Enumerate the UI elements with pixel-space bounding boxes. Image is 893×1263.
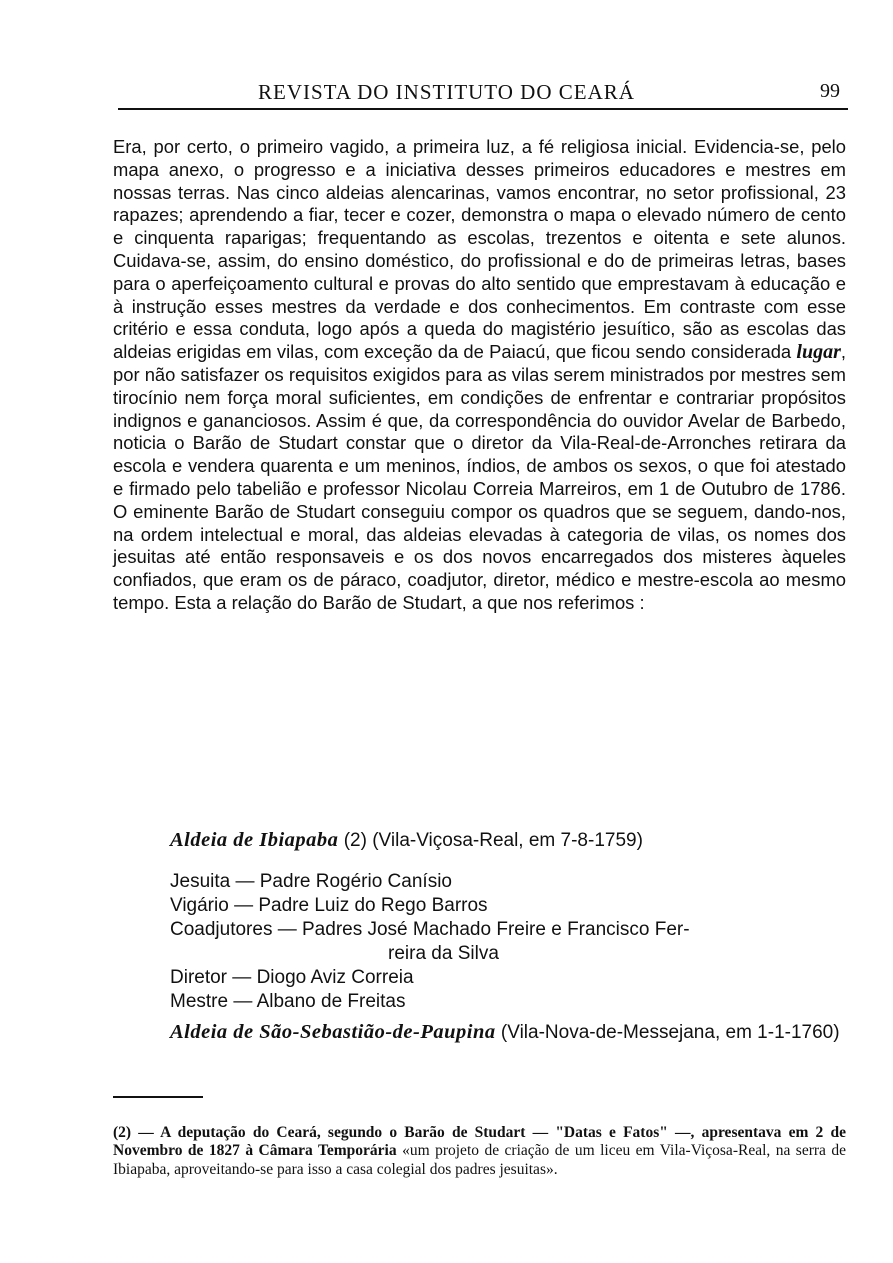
staff-entry-coadjutores-continuation: reira da Silva — [388, 943, 499, 964]
aldeia-heading-paupina — [113, 1020, 846, 1045]
journal-title: REVISTA DO INSTITUTO DO CEARÁ — [258, 80, 635, 104]
aldeia-heading-ibiapaba — [113, 828, 846, 853]
aldeia-name: Aldeia de Ibiapaba — [170, 829, 339, 851]
staff-entry-jesuita: Jesuita — Padre Rogério Canísio — [170, 871, 452, 892]
paragraph-text-part1: Era, por certo, o primeiro vagido, a primeira luz, a fé religiosa inicial. Evidencia-se, pelo mapa anexo, o progresso e a iniciativa desses primeiros educadores e mestres em nossas terras. Nas cinco aldeias alencarinas, vamos encontrar, no setor profissional, 23 rapazes; aprendendo a fiar, tecer e cozer, demonstra o mapa o elevado número de cento e cinquenta raparigas; frequentando as escolas, trezentos e oitenta e sete alunos. Cuidava-se, assim, do ensino doméstico, do profissional e do de primeiras letras, bases para o aperfeiçoamento cultural e provas do alto sentido que emprestavam à educação e à instrução esses mestres da verdade e dos conhecimentos. Em contraste com esse critério e essa conduta, logo após a queda do magistério jesuítico, são as escolas das aldeias erigidas em vilas, com exceção da de Paiacú, que ficou sendo considerada — [113, 136, 846, 363]
footnote — [113, 1124, 846, 1179]
aldeia-detail: (Vila-Nova-de-Messejana, em 1-1-1760) — [500, 1022, 840, 1043]
staff-list — [170, 870, 850, 1014]
emphasized-word: lugar — [796, 341, 841, 364]
staff-entry-coadjutores: Coadjutores — Padres José Machado Freire e Francisco Fer- — [170, 919, 690, 940]
staff-entry-diretor: Diretor — Diogo Aviz Correia — [170, 967, 414, 988]
aldeia-name: Aldeia de São-Sebastião-de-Paupina — [170, 1021, 496, 1043]
aldeia-detail: (2) (Vila-Viçosa-Real, em 7-8-1759) — [343, 830, 643, 851]
running-header — [118, 78, 848, 110]
paragraph-text-part2: , por não satisfazer os requisitos exigidos para as vilas serem ministrados por mestres sem tirocínio nem força moral suficientes, em condições de enfrentar e contrariar propósitos indignos e gananciosos. Assim é que, da correspondência do ouvidor Avelar de Barbedo, noticia o Barão de Studart constar que o diretor da Vila-Real-de-Arronches retirara da escola e vendera quarenta e um meninos, índios, de ambos os sexos, o que foi atestado e firmado pelo tabelião e professor Nicolau Correia Marreiros, em 1 de Outubro de 1786. O eminente Barão de Studart conseguiu compor os quadros que se seguem, dando-nos, na ordem intelectual e moral, das aldeias elevadas à categoria de vilas, os nomes dos jesuitas até então responsaveis e os dos novos encarregados dos misteres àqueles confiados, que eram os de páraco, coadjutor, diretor, médico e mestre-escola ao mesmo tempo. Esta a relação do Barão de Studart, a que nos referimos : — [113, 341, 846, 613]
footnote-text: «um projeto de criação de um liceu em Vila-Viçosa-Real, na serra de Ibiapaba, aproveitando-se para isso a casa colegial dos padres jesuitas». — [113, 1142, 847, 1178]
staff-entry-mestre: Mestre — Albano de Freitas — [170, 991, 406, 1012]
page-number: 99 — [820, 80, 840, 102]
main-paragraph — [113, 136, 846, 615]
staff-entry-vigario: Vigário — Padre Luiz do Rego Barros — [170, 895, 488, 916]
footnote-rule — [113, 1096, 203, 1098]
footnote-bold-text: (2) — A deputação do Ceará, segundo o Barão de Studart — "Datas e Fatos" —, apresentava em 2 de Novembro de 1827 à Câmara Temporária — [113, 1124, 846, 1160]
